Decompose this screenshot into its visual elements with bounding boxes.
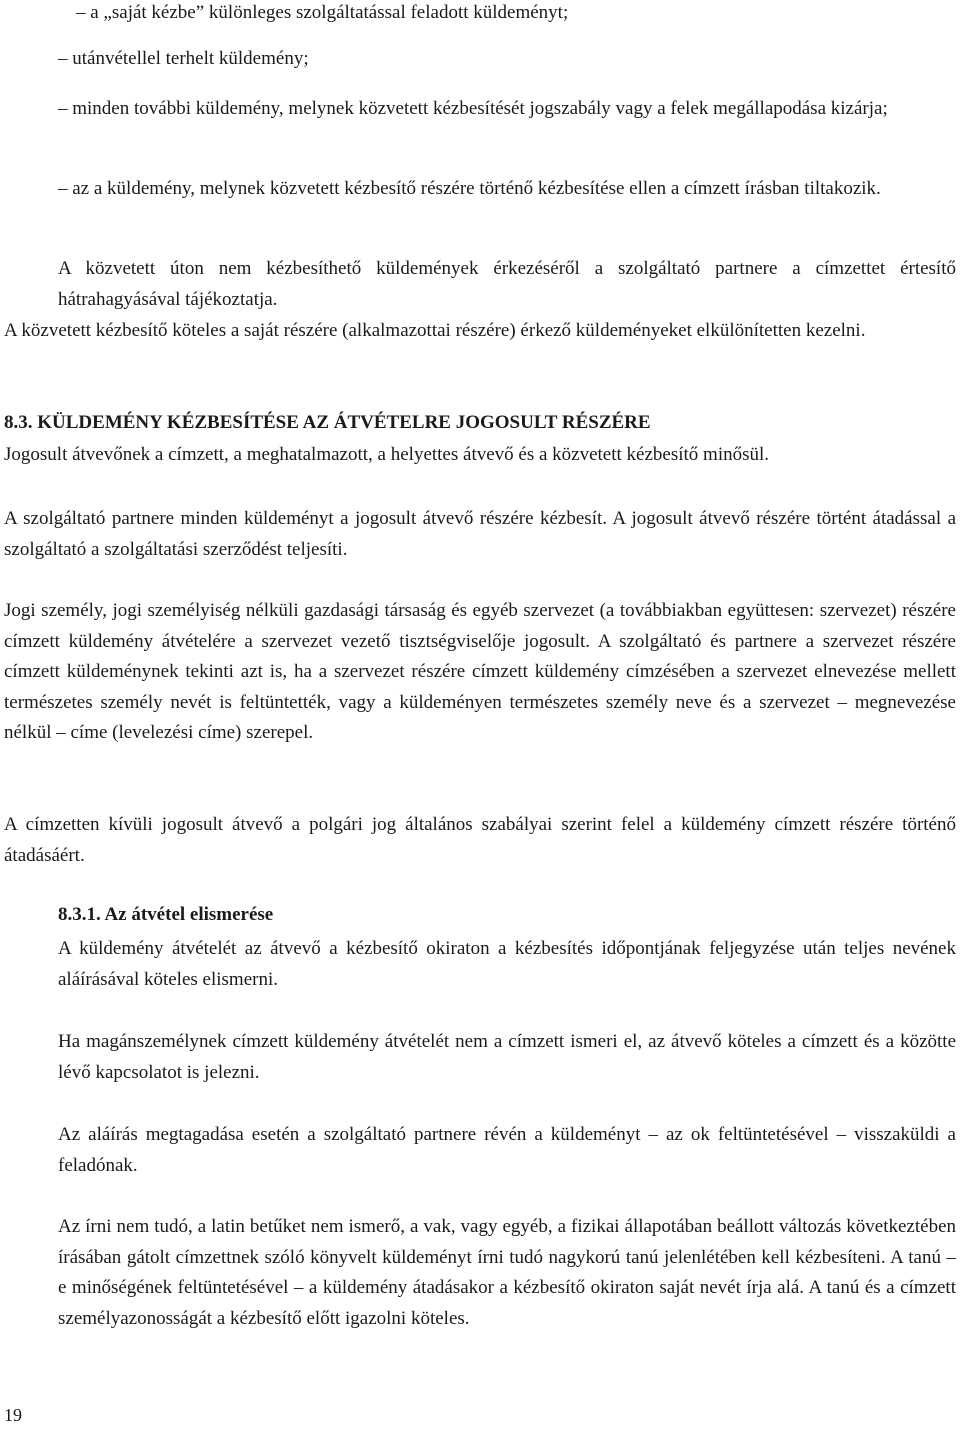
list-item-tiltakozas: – az a küldemény, melynek közvetett kézbesítő részére történő kézbesítése ellen a címzett írásban tiltakozik. (58, 178, 881, 199)
section-title: KÜLDEMÉNY KÉZBESÍTÉSE AZ ÁTVÉTELRE JOGOSULT RÉSZÉRE (37, 412, 651, 433)
paragraph-kezbesites-jogosultnak: A szolgáltató partnere minden küldeményt a jogosult átvevő részére kézbesít. A jogosult átvevő részére történt átadással a szolgáltató a szolgáltatási szerződést teljesíti. (4, 508, 956, 560)
paragraph-indirect-notice: A közvetett úton nem kézbesíthető küldemények érkezéséről a szolgáltató partnere a címzettet értesítő hátrahagyásával tájékoztatja. (58, 258, 956, 310)
paragraph-alairas-megtagadasa: Az aláírás megtagadása esetén a szolgáltató partnere révén a küldeményt – az ok feltüntetésével – visszaküldi a feladónak. (58, 1124, 956, 1176)
section-heading-8-3 (4, 408, 956, 439)
list-item-kizart-kuldemeny: – minden további küldemény, melynek közvetett kézbesítését jogszabály vagy a felek megállapodása kizárja; (58, 98, 888, 119)
section-heading-8-3-1 (58, 900, 956, 931)
list-item-sajat-kezbe: – a „saját kézbe” különleges szolgáltatással feladott küldeményt; (76, 2, 569, 23)
subsection-title: Az átvétel elismerése (104, 904, 274, 925)
paragraph-tanu: Az írni nem tudó, a latin betűket nem ismerő, a vak, vagy egyéb, a fizikai állapotában beállott változás következtében írásában gátolt címzettnek szóló könyvelt küldeményt írni tudó nagykorú tanú jelenlétében kell kézbesíteni. A tanú – e minőségének feltüntetésével – a küldemény átadásakor a kézbesítő okiraton saját nevét írja alá. A tanú és a címzett személyazonosságát a kézbesítő előtt igazolni köteles. (58, 1216, 956, 1329)
paragraph-atvetel-elismerese: A küldemény átvételét az átvevő a kézbesítő okiraton a kézbesítés időpontjának feljegyzése után teljes nevének aláírásával köteles elismerni. (58, 938, 956, 990)
paragraph-indirect-handling: A közvetett kézbesítő köteles a saját részére (alkalmazottai részére) érkező küldeményeket elkülönítetten kezelni. (4, 320, 866, 341)
section-number: 8.3. (4, 412, 33, 433)
paragraph-maganszemely: Ha magánszemélynek címzett küldemény átvételét nem a címzett ismeri el, az átvevő köteles a címzett és a közötte lévő kapcsolatot is jelezni. (58, 1031, 956, 1083)
page-number: 19 (4, 1405, 22, 1425)
paragraph-jogosult-atvevo: Jogosult átvevőnek a címzett, a meghatalmazott, a helyettes átvevő és a közvetett kézbesítő minősül. (4, 444, 770, 465)
subsection-number: 8.3.1. (58, 904, 101, 925)
list-item-utanvetel: – utánvétellel terhelt küldemény; (58, 48, 309, 69)
paragraph-cimzetten-kivuli: A címzetten kívüli jogosult átvevő a polgári jog általános szabályai szerint felel a küldemény címzett részére történő átadásáért. (4, 814, 956, 866)
paragraph-jogi-szemely: Jogi személy, jogi személyiség nélküli gazdasági társaság és egyéb szervezet (a továbbiakban együttesen: szervezet) részére címzett küldemény átvételére a szervezet vezető tisztségviselője jogosult. A szolgáltató és partnere a szervezet részére címzett küldeménynek tekinti azt is, ha a szervezet részére címzett küldemény címzésében a szervezet elnevezése mellett természetes személy nevét is feltüntették, vagy a küldeményen természetes személy neve és a szervezet – megnevezése nélkül – címe (levelezési címe) szerepel. (4, 600, 956, 743)
